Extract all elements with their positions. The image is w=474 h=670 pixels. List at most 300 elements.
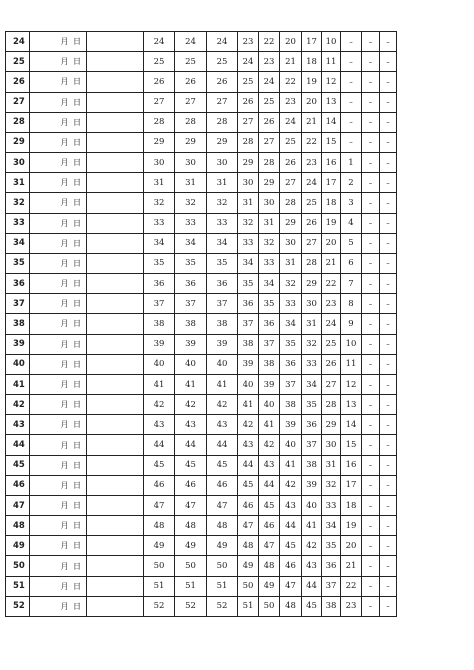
value-cell: 27 (280, 173, 302, 193)
value-cell: 45 (302, 596, 322, 616)
value-cell: 21 (302, 112, 322, 132)
date-cell[interactable]: 月 日 (30, 153, 87, 173)
value-cell: 33 (144, 213, 175, 233)
value-cell: 37 (322, 576, 341, 596)
date-cell[interactable]: 月 日 (30, 92, 87, 112)
value-cell: 41 (259, 415, 280, 435)
value-cell: – (380, 72, 397, 92)
value-cell: 36 (175, 274, 207, 294)
value-cell: – (380, 475, 397, 495)
value-cell: 31 (238, 193, 259, 213)
date-cell[interactable]: 月 日 (30, 233, 87, 253)
value-cell: 45 (144, 455, 175, 475)
value-cell: – (380, 395, 397, 415)
blank-cell[interactable] (87, 374, 144, 394)
date-cell[interactable]: 月 日 (30, 32, 87, 52)
date-cell[interactable]: 月 日 (30, 475, 87, 495)
value-cell: – (380, 32, 397, 52)
date-cell[interactable]: 月 日 (30, 314, 87, 334)
value-cell: 34 (207, 233, 238, 253)
value-cell: 5 (341, 233, 362, 253)
date-cell[interactable]: 月 日 (30, 596, 87, 616)
value-cell: 13 (322, 92, 341, 112)
value-cell: 27 (238, 112, 259, 132)
value-cell: – (380, 354, 397, 374)
value-cell: 47 (238, 516, 259, 536)
date-cell[interactable]: 月 日 (30, 213, 87, 233)
value-cell: 12 (341, 374, 362, 394)
date-cell[interactable]: 月 日 (30, 132, 87, 152)
value-cell: 26 (280, 153, 302, 173)
blank-cell[interactable] (87, 52, 144, 72)
value-cell: 25 (259, 92, 280, 112)
value-cell: – (380, 213, 397, 233)
value-cell: 32 (207, 193, 238, 213)
blank-cell[interactable] (87, 32, 144, 52)
value-cell: 23 (259, 52, 280, 72)
value-cell: 27 (259, 132, 280, 152)
date-cell[interactable]: 月 日 (30, 556, 87, 576)
value-cell: 49 (259, 576, 280, 596)
value-cell: 45 (259, 495, 280, 515)
table-row (6, 52, 397, 72)
value-cell: – (380, 193, 397, 213)
value-cell: – (341, 72, 362, 92)
value-cell: 15 (341, 435, 362, 455)
value-cell: 43 (144, 415, 175, 435)
value-cell: 39 (175, 334, 207, 354)
value-cell: 46 (207, 475, 238, 495)
value-cell: 48 (175, 516, 207, 536)
value-cell: 44 (207, 435, 238, 455)
value-cell: 24 (259, 72, 280, 92)
table-row (6, 435, 397, 455)
value-cell: – (380, 334, 397, 354)
value-cell: 32 (302, 334, 322, 354)
value-cell: 50 (259, 596, 280, 616)
blank-cell[interactable] (87, 92, 144, 112)
value-cell: – (362, 52, 380, 72)
value-cell: 11 (322, 52, 341, 72)
table-row (6, 173, 397, 193)
table-row (6, 213, 397, 233)
blank-cell[interactable] (87, 274, 144, 294)
value-cell: 28 (144, 112, 175, 132)
value-cell: 36 (280, 354, 302, 374)
value-cell: 25 (144, 52, 175, 72)
value-cell: 44 (144, 435, 175, 455)
blank-cell[interactable] (87, 72, 144, 92)
value-cell: – (380, 596, 397, 616)
value-cell: 46 (175, 475, 207, 495)
row-number-cell: 38 (6, 314, 30, 334)
table-row (6, 193, 397, 213)
value-cell: – (362, 354, 380, 374)
value-cell: 22 (259, 32, 280, 52)
value-cell: 24 (302, 173, 322, 193)
value-cell: 1 (341, 153, 362, 173)
value-cell: 29 (207, 132, 238, 152)
value-cell: 41 (207, 374, 238, 394)
value-cell: 29 (144, 132, 175, 152)
blank-cell[interactable] (87, 193, 144, 213)
value-cell: 32 (322, 475, 341, 495)
value-cell: 34 (302, 374, 322, 394)
value-cell: – (362, 132, 380, 152)
value-cell: 45 (207, 455, 238, 475)
value-cell: 48 (207, 516, 238, 536)
table-row (6, 132, 397, 152)
value-cell: 6 (341, 253, 362, 273)
blank-cell[interactable] (87, 415, 144, 435)
value-cell: 38 (302, 455, 322, 475)
value-cell: 11 (341, 354, 362, 374)
value-cell: 30 (302, 294, 322, 314)
blank-cell[interactable] (87, 576, 144, 596)
date-cell[interactable]: 月 日 (30, 193, 87, 213)
value-cell: – (380, 455, 397, 475)
value-cell: 41 (144, 374, 175, 394)
table-row (6, 354, 397, 374)
value-cell: – (380, 52, 397, 72)
value-cell: 50 (175, 556, 207, 576)
row-number-cell: 32 (6, 193, 30, 213)
date-cell[interactable]: 月 日 (30, 435, 87, 455)
value-cell: 26 (302, 213, 322, 233)
value-cell: 43 (175, 415, 207, 435)
table-row (6, 233, 397, 253)
value-cell: 47 (207, 495, 238, 515)
value-cell: 39 (238, 354, 259, 374)
value-cell: – (380, 536, 397, 556)
value-cell: 40 (280, 435, 302, 455)
value-cell: 41 (175, 374, 207, 394)
value-cell: 20 (280, 32, 302, 52)
value-cell: 26 (322, 354, 341, 374)
value-cell: 4 (341, 213, 362, 233)
value-cell: 28 (322, 395, 341, 415)
value-cell: – (362, 153, 380, 173)
value-cell: 33 (175, 213, 207, 233)
table-row (6, 314, 397, 334)
value-cell: 20 (341, 536, 362, 556)
date-cell[interactable]: 月 日 (30, 334, 87, 354)
value-cell: – (362, 274, 380, 294)
value-cell: 17 (302, 32, 322, 52)
value-cell: 28 (280, 193, 302, 213)
value-cell: 35 (280, 334, 302, 354)
value-cell: 8 (341, 294, 362, 314)
blank-cell[interactable] (87, 475, 144, 495)
table-row (6, 32, 397, 52)
value-cell: – (362, 495, 380, 515)
value-cell: 38 (280, 395, 302, 415)
value-cell: 27 (175, 92, 207, 112)
value-cell: – (380, 374, 397, 394)
value-cell: 45 (280, 536, 302, 556)
table-row (6, 274, 397, 294)
blank-cell[interactable] (87, 253, 144, 273)
row-number-cell: 35 (6, 253, 30, 273)
row-number-cell: 26 (6, 72, 30, 92)
value-cell: 37 (302, 435, 322, 455)
value-cell: 21 (322, 253, 341, 273)
value-cell: – (362, 173, 380, 193)
value-cell: 35 (259, 294, 280, 314)
row-number-cell: 42 (6, 395, 30, 415)
value-cell: 23 (302, 153, 322, 173)
blank-cell[interactable] (87, 314, 144, 334)
table-row (6, 112, 397, 132)
date-cell[interactable]: 月 日 (30, 455, 87, 475)
date-cell[interactable]: 月 日 (30, 354, 87, 374)
value-cell: 33 (322, 495, 341, 515)
value-cell: 19 (302, 72, 322, 92)
value-cell: 46 (144, 475, 175, 495)
value-cell: 23 (280, 92, 302, 112)
value-cell: – (362, 374, 380, 394)
value-cell: 42 (259, 435, 280, 455)
row-number-cell: 28 (6, 112, 30, 132)
date-cell[interactable]: 月 日 (30, 253, 87, 273)
value-cell: 25 (280, 132, 302, 152)
value-cell: – (362, 596, 380, 616)
value-cell: 43 (259, 455, 280, 475)
value-cell: 27 (322, 374, 341, 394)
value-cell: 34 (144, 233, 175, 253)
value-cell: 24 (280, 112, 302, 132)
value-cell: 26 (238, 92, 259, 112)
value-cell: – (380, 556, 397, 576)
row-number-cell: 48 (6, 516, 30, 536)
value-cell: 22 (341, 576, 362, 596)
table-row (6, 153, 397, 173)
value-cell: 47 (175, 495, 207, 515)
blank-cell[interactable] (87, 354, 144, 374)
value-cell: 29 (238, 153, 259, 173)
value-cell: 49 (144, 536, 175, 556)
value-cell: – (380, 153, 397, 173)
blank-cell[interactable] (87, 153, 144, 173)
value-cell: 38 (259, 354, 280, 374)
value-cell: 30 (280, 233, 302, 253)
value-cell: 40 (259, 395, 280, 415)
value-cell: 45 (175, 455, 207, 475)
value-cell: 28 (238, 132, 259, 152)
value-cell: 44 (302, 576, 322, 596)
blank-cell[interactable] (87, 173, 144, 193)
value-cell: 29 (280, 213, 302, 233)
date-cell[interactable]: 月 日 (30, 52, 87, 72)
blank-cell[interactable] (87, 112, 144, 132)
date-cell[interactable]: 月 日 (30, 495, 87, 515)
date-cell[interactable]: 月 日 (30, 274, 87, 294)
date-cell[interactable]: 月 日 (30, 173, 87, 193)
row-number-cell: 24 (6, 32, 30, 52)
value-cell: 40 (238, 374, 259, 394)
value-cell: – (362, 576, 380, 596)
row-number-cell: 47 (6, 495, 30, 515)
value-cell: 30 (175, 153, 207, 173)
value-cell: 37 (175, 294, 207, 314)
value-cell: 52 (144, 596, 175, 616)
value-cell: 28 (259, 153, 280, 173)
value-cell: 9 (341, 314, 362, 334)
row-number-cell: 25 (6, 52, 30, 72)
value-cell: 39 (207, 334, 238, 354)
value-cell: 40 (144, 354, 175, 374)
value-cell: 21 (280, 52, 302, 72)
date-cell[interactable]: 月 日 (30, 374, 87, 394)
value-cell: 28 (207, 112, 238, 132)
value-cell: 31 (302, 314, 322, 334)
value-cell: 14 (341, 415, 362, 435)
blank-cell[interactable] (87, 233, 144, 253)
row-number-cell: 49 (6, 536, 30, 556)
blank-cell[interactable] (87, 334, 144, 354)
value-cell: 40 (207, 354, 238, 374)
value-cell: 31 (175, 173, 207, 193)
value-cell: 48 (238, 536, 259, 556)
value-cell: 3 (341, 193, 362, 213)
date-cell[interactable]: 月 日 (30, 72, 87, 92)
value-cell: 16 (341, 455, 362, 475)
row-number-cell: 33 (6, 213, 30, 233)
date-cell[interactable]: 月 日 (30, 576, 87, 596)
value-cell: 26 (144, 72, 175, 92)
value-cell: 34 (280, 314, 302, 334)
value-cell: – (362, 536, 380, 556)
value-cell: 23 (341, 596, 362, 616)
value-cell: – (362, 213, 380, 233)
row-number-cell: 31 (6, 173, 30, 193)
blank-cell[interactable] (87, 213, 144, 233)
value-cell: 40 (302, 495, 322, 515)
value-cell: 37 (280, 374, 302, 394)
value-cell: 10 (341, 334, 362, 354)
value-cell: 29 (322, 415, 341, 435)
value-cell: 18 (341, 495, 362, 515)
value-cell: 47 (259, 536, 280, 556)
value-cell: 41 (302, 516, 322, 536)
value-cell: 26 (207, 72, 238, 92)
value-cell: 52 (207, 596, 238, 616)
value-cell: 38 (238, 334, 259, 354)
value-cell: 17 (341, 475, 362, 495)
row-number-cell: 36 (6, 274, 30, 294)
value-cell: – (341, 32, 362, 52)
value-cell: 25 (322, 334, 341, 354)
value-cell: 31 (322, 455, 341, 475)
value-cell: 46 (259, 516, 280, 536)
date-cell[interactable]: 月 日 (30, 536, 87, 556)
value-cell: 46 (280, 556, 302, 576)
table-row (6, 72, 397, 92)
table-row (6, 334, 397, 354)
value-cell: 24 (322, 314, 341, 334)
value-cell: 41 (280, 455, 302, 475)
table-row (6, 374, 397, 394)
date-cell[interactable]: 月 日 (30, 415, 87, 435)
value-cell: 43 (238, 435, 259, 455)
date-cell[interactable]: 月 日 (30, 395, 87, 415)
score-table (5, 31, 397, 617)
value-cell: – (380, 132, 397, 152)
row-number-cell: 29 (6, 132, 30, 152)
date-cell[interactable]: 月 日 (30, 112, 87, 132)
value-cell: 43 (280, 495, 302, 515)
blank-cell[interactable] (87, 596, 144, 616)
blank-cell[interactable] (87, 455, 144, 475)
value-cell: 33 (259, 253, 280, 273)
value-cell: – (362, 415, 380, 435)
value-cell: – (362, 516, 380, 536)
value-cell: – (362, 556, 380, 576)
value-cell: 42 (238, 415, 259, 435)
value-cell: 38 (207, 314, 238, 334)
value-cell: 44 (175, 435, 207, 455)
value-cell: 51 (207, 576, 238, 596)
value-cell: 30 (259, 193, 280, 213)
value-cell: 34 (259, 274, 280, 294)
value-cell: 50 (144, 556, 175, 576)
blank-cell[interactable] (87, 556, 144, 576)
blank-cell[interactable] (87, 516, 144, 536)
value-cell: 48 (144, 516, 175, 536)
value-cell: 51 (144, 576, 175, 596)
row-number-cell: 46 (6, 475, 30, 495)
table-row (6, 576, 397, 596)
row-number-cell: 37 (6, 294, 30, 314)
value-cell: 29 (302, 274, 322, 294)
value-cell: 50 (238, 576, 259, 596)
value-cell: 2 (341, 173, 362, 193)
value-cell: – (341, 112, 362, 132)
date-cell[interactable]: 月 日 (30, 294, 87, 314)
value-cell: 46 (238, 495, 259, 515)
value-cell: 30 (144, 153, 175, 173)
value-cell: 20 (302, 92, 322, 112)
value-cell: 27 (207, 92, 238, 112)
value-cell: – (341, 132, 362, 152)
value-cell: 44 (280, 516, 302, 536)
value-cell: 22 (322, 274, 341, 294)
value-cell: 22 (302, 132, 322, 152)
value-cell: – (362, 475, 380, 495)
value-cell: 17 (322, 173, 341, 193)
table-row (6, 294, 397, 314)
blank-cell[interactable] (87, 395, 144, 415)
value-cell: 30 (207, 153, 238, 173)
blank-cell[interactable] (87, 132, 144, 152)
row-number-cell: 52 (6, 596, 30, 616)
date-cell[interactable]: 月 日 (30, 516, 87, 536)
value-cell: 48 (259, 556, 280, 576)
blank-cell[interactable] (87, 294, 144, 314)
blank-cell[interactable] (87, 435, 144, 455)
value-cell: 28 (175, 112, 207, 132)
value-cell: 35 (322, 536, 341, 556)
blank-cell[interactable] (87, 495, 144, 515)
blank-cell[interactable] (87, 536, 144, 556)
value-cell: 33 (207, 213, 238, 233)
row-number-cell: 44 (6, 435, 30, 455)
value-cell: 24 (207, 32, 238, 52)
row-number-cell: 51 (6, 576, 30, 596)
value-cell: – (380, 516, 397, 536)
table-row (6, 415, 397, 435)
row-number-cell: 50 (6, 556, 30, 576)
